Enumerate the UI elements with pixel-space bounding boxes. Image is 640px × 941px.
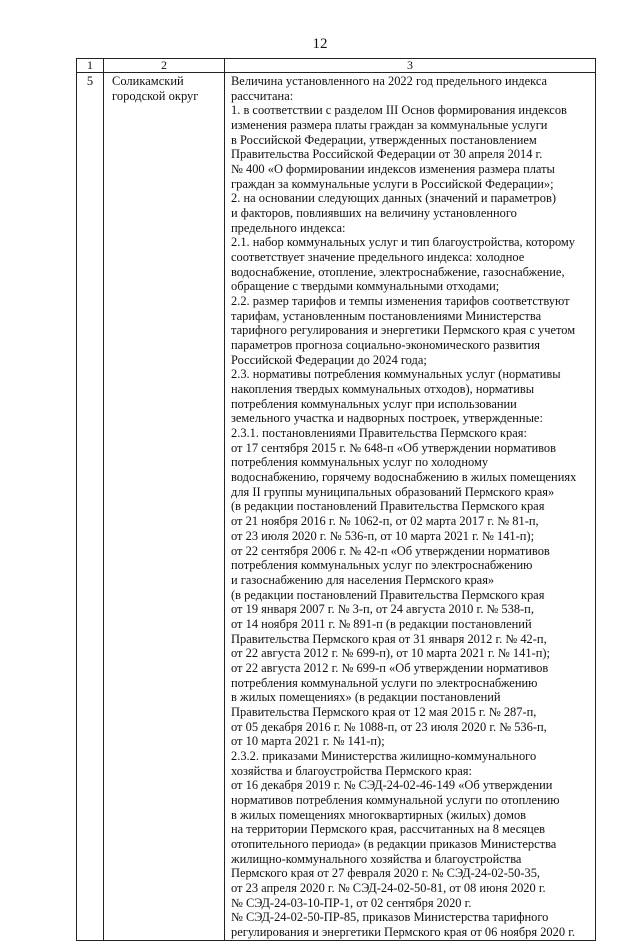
text-line: 2.3. нормативы потребления коммунальных услуг (нормативы xyxy=(231,367,561,382)
text-line: земельного участка и надворных построек, утвержденные: xyxy=(231,411,543,426)
text-line: от 10 марта 2021 г. № 141-п); xyxy=(231,734,385,749)
text-line: хозяйства и благоустройства Пермского края: xyxy=(231,763,472,778)
text-line: Российской Федерации до 2024 года; xyxy=(231,352,427,367)
text-line: граждан за коммунальные услуги в Российской Федерации»; xyxy=(231,176,554,191)
text-line: 2.3.2. приказами Министерства жилищно-коммунального xyxy=(231,748,537,763)
text-line: потребления коммунальных услуг при использовании xyxy=(231,396,517,411)
text-line: Правительства Пермского края от 31 января 2012 г. № 42-п, xyxy=(231,631,547,646)
text-line: от 21 ноября 2016 г. № 1062-п, от 02 марта 2017 г. № 81-п, xyxy=(231,514,539,529)
text-line: от 14 ноября 2011 г. № 891-п (в редакции постановлений xyxy=(231,616,532,631)
text-line: рассчитана: xyxy=(231,88,294,103)
text-line: от 23 июля 2020 г. № 536-п, от 10 марта 2021 г. № 141-п); xyxy=(231,528,535,543)
text-line: 2.2. размер тарифов и темпы изменения тарифов соответствуют xyxy=(231,294,570,309)
text-line: 2.1. набор коммунальных услуг и тип благоустройства, которому xyxy=(231,235,576,250)
text-line: и газоснабжению для населения Пермского края» xyxy=(231,572,495,587)
region-cell xyxy=(104,73,225,941)
text-line: соответствует значение предельного индекса: холодное xyxy=(231,250,525,265)
text-line: отопительного периода» (в редакции приказов Министерства xyxy=(231,836,557,851)
text-line: изменения размера платы граждан за коммунальные услуги xyxy=(231,118,548,133)
text-line: от 17 сентября 2015 г. № 648-п «Об утверждении нормативов xyxy=(231,440,557,455)
page-number: 12 xyxy=(312,36,328,52)
text-line: водоснабжению, горячему водоснабжению в жилых помещениях xyxy=(231,470,577,485)
header-cell-2: 2 xyxy=(104,59,225,73)
text-line: № СЭД-24-03-10-ПР-1, от 02 сентября 2020 г. xyxy=(231,895,472,910)
text-line: от 16 декабря 2019 г. № СЭД-24-02-46-149 «Об утверждении xyxy=(231,778,553,793)
text-line: (в редакции постановлений Правительства Пермского края xyxy=(231,499,545,514)
table-row xyxy=(77,73,596,941)
content-cell xyxy=(225,73,596,941)
text-line: на территории Пермского края, рассчитанных на 8 месяцев xyxy=(231,822,546,837)
text-line: потребления коммунальных услуг по холодному xyxy=(231,455,489,470)
text-line: № СЭД-24-02-50-ПР-85, приказов Министерства тарифного xyxy=(231,910,549,925)
region-line: городской округ xyxy=(112,89,199,103)
text-line: от 22 сентября 2006 г. № 42-п «Об утверждении нормативов xyxy=(231,543,550,558)
text-line: от 23 апреля 2020 г. № СЭД-24-02-50-81, от 08 июня 2020 г. xyxy=(231,880,546,895)
text-line: обращение с твердыми коммунальными отходами; xyxy=(231,279,500,294)
text-line: в жилых помещениях многоквартирных (жилых) домов xyxy=(231,807,527,822)
text-line: от 22 августа 2012 г. № 699-п), от 10 марта 2021 г. № 141-п); xyxy=(231,646,550,661)
text-line: и факторов, повлиявших на величину установленного xyxy=(231,206,517,221)
text-line: накопления твердых коммунальных отходов), нормативы xyxy=(231,382,535,397)
text-line: в Российской Федерации, утвержденных постановлением xyxy=(231,132,537,147)
text-line: параметров прогноза социально-экономического развития xyxy=(231,338,540,353)
text-line: от 22 августа 2012 г. № 699-п «Об утверждении нормативов xyxy=(231,660,549,675)
text-line: регулирования и энергетики Пермского края от 06 ноября 2020 г. xyxy=(231,924,576,939)
text-line: жилищно-коммунального хозяйства и благоустройства xyxy=(231,851,522,866)
text-line: потребления коммунальных услуг по электроснабжению xyxy=(231,558,533,573)
text-line: 2.3.1. постановлениями Правительства Пермского края: xyxy=(231,426,527,441)
text-line: Правительства Пермского края от 12 мая 2015 г. № 287-п, xyxy=(231,704,537,719)
text-line: 1. в соответствии с разделом III Основ формирования индексов xyxy=(231,103,567,118)
text-line: нормативов потребления коммунальной услуги по отоплению xyxy=(231,792,560,807)
text-line: предельного индекса: xyxy=(231,220,346,235)
text-line: водоснабжение, отопление, электроснабжение, газоснабжение, xyxy=(231,264,565,279)
text-line: Правительства Российской Федерации от 30 апреля 2014 г. xyxy=(231,147,543,162)
text-line: Пермского края от 27 февраля 2020 г. № СЭД-24-02-50-35, xyxy=(231,866,541,881)
header-cell-3: 3 xyxy=(225,59,596,73)
text-line: потребления коммунальной услуги по электроснабжению xyxy=(231,675,538,690)
row-number-cell xyxy=(77,73,104,941)
text-line: в жилых помещениях» (в редакции постановлений xyxy=(231,690,501,705)
text-line: 2. на основании следующих данных (значений и параметров) xyxy=(231,191,556,206)
text-line: № 400 «О формировании индексов изменения размера платы xyxy=(231,162,555,177)
region-name xyxy=(104,73,224,104)
text-line: от 05 декабря 2016 г. № 1088-п, от 23 июля 2020 г. № 536-п, xyxy=(231,719,547,734)
text-line: Величина установленного на 2022 год предельного индекса xyxy=(231,74,548,88)
table-header-row xyxy=(77,59,596,73)
text-line: тарифного регулирования и энергетики Пермского края с учетом xyxy=(231,323,576,338)
header-cell-1: 1 xyxy=(77,59,104,73)
region-line: Соликамский xyxy=(112,74,184,88)
document-table xyxy=(76,58,596,941)
row-number: 5 xyxy=(86,74,94,88)
text-line: от 19 января 2007 г. № 3-п, от 24 августа 2010 г. № 538-п, xyxy=(231,602,534,617)
text-line: (в редакции постановлений Правительства Пермского края xyxy=(231,587,545,602)
text-line: тарифам, установленным постановлениями Министерства xyxy=(231,308,542,323)
text-line: для II группы муниципальных образований Пермского края» xyxy=(231,484,555,499)
index-description xyxy=(225,73,595,940)
